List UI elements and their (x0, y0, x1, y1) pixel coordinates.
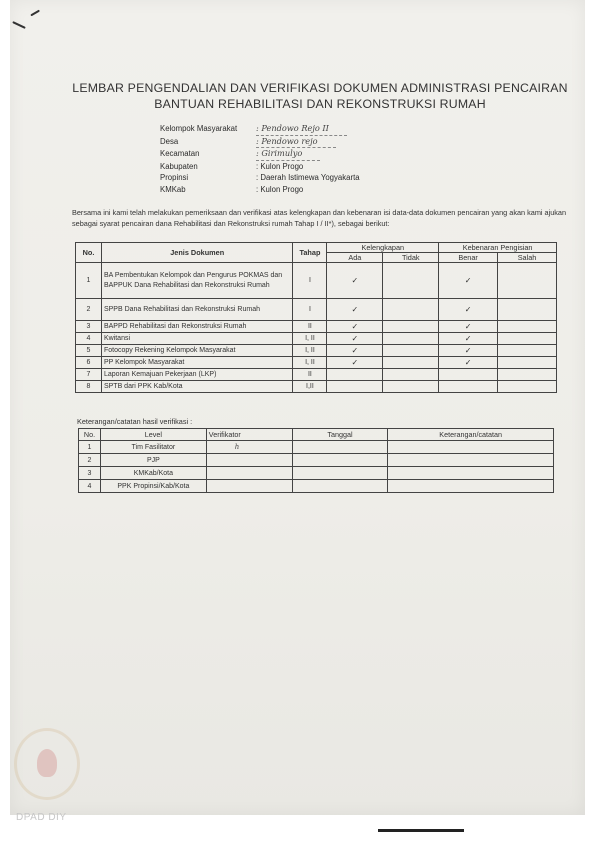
cell-level: KMKab/Kota (100, 467, 206, 480)
cell-doc: BA Pembentukan Kelompok dan Pengurus POKMAS dan BAPPUK Dana Rehabilitasi dan Rekonstruksi Rumah (101, 263, 293, 299)
table-row (76, 321, 557, 333)
bottom-line (378, 829, 464, 832)
cell-ada: ✓ (327, 357, 383, 369)
col-header-salah: Salah (498, 253, 557, 263)
info-row-desa (160, 136, 360, 149)
col-header-tahap: Tahap (293, 243, 327, 263)
table-row (76, 369, 557, 381)
verification-notes-label: Keterangan/catatan hasil verifikasi : (77, 417, 193, 426)
document-checklist-table (75, 242, 557, 393)
col-header-kelengkapan: Kelengkapan (327, 243, 439, 253)
info-row-kmkab (160, 184, 360, 196)
col-header-benar: Benar (439, 253, 498, 263)
table-row (79, 441, 554, 454)
cell-benar: ✓ (439, 333, 498, 345)
cell-doc: SPTB dari PPK Kab/Kota (101, 381, 293, 393)
table-row (79, 454, 554, 467)
cell-ada (327, 369, 383, 381)
cell-doc: SPPB Dana Rehabilitasi dan Rekonstruksi Rumah (101, 299, 293, 321)
title-line-2: BANTUAN REHABILITASI DAN REKONSTRUKSI RUMAH (154, 97, 486, 111)
table-row (76, 263, 557, 299)
cell-no: 1 (79, 441, 101, 454)
cell-benar: ✓ (439, 321, 498, 333)
cell-tanggal (292, 454, 388, 467)
cell-benar: ✓ (439, 345, 498, 357)
info-row-kabupaten (160, 161, 360, 173)
cell-ada: ✓ (327, 263, 383, 299)
cell-keterangan (388, 467, 554, 480)
cell-no: 4 (76, 333, 102, 345)
cell-verifikator (206, 480, 292, 493)
cell-tidak (383, 369, 439, 381)
cell-ada (327, 381, 383, 393)
info-label: Kabupaten (160, 161, 198, 171)
cell-no: 4 (79, 480, 101, 493)
table-row (76, 345, 557, 357)
cell-no: 8 (76, 381, 102, 393)
cell-benar: ✓ (439, 357, 498, 369)
cell-doc: BAPPD Rehabilitasi dan Rekonstruksi Rumah (101, 321, 293, 333)
table-row (76, 299, 557, 321)
info-block (160, 123, 360, 195)
table-row (79, 467, 554, 480)
table-row (79, 480, 554, 493)
cell-tahap: II (293, 369, 327, 381)
cell-tanggal (292, 467, 388, 480)
cell-doc: Laporan Kemajuan Pekerjaan (LKP) (101, 369, 293, 381)
table-row (76, 381, 557, 393)
col-header-tanggal: Tanggal (292, 429, 388, 441)
info-label: KMKab (160, 184, 186, 194)
cell-salah (498, 333, 557, 345)
seal-logo (14, 728, 80, 800)
cell-doc: Kwitansi (101, 333, 293, 345)
cell-salah (498, 357, 557, 369)
cell-tidak (383, 381, 439, 393)
cell-salah (498, 345, 557, 357)
col-header-no: No. (76, 243, 102, 263)
cell-benar: ✓ (439, 299, 498, 321)
info-row-propinsi (160, 172, 360, 184)
info-label: Kelompok Masyarakat (160, 124, 238, 133)
cell-ada: ✓ (327, 321, 383, 333)
intro-paragraph: Bersama ini kami telah melakukan pemeriksaan dan verifikasi atas kelengkapan dan kebenaran isi data-data dokumen pencairan yang akan kami ajukan sebagai syarat pencairan dana Rehabilitasi dan Rekonstruksi rumah Tahap I / II*), sebagai berikut: (72, 208, 567, 228)
col-header-kebenaran: Kebenaran Pengisian (439, 243, 557, 253)
cell-no: 2 (79, 454, 101, 467)
info-value: : Daerah Istimewa Yogyakarta (256, 173, 360, 182)
cell-benar (439, 369, 498, 381)
info-label: Kecamatan (160, 149, 200, 158)
cell-level: Tim Fasilitator (100, 441, 206, 454)
cell-salah (498, 369, 557, 381)
info-value: : Kulon Progo (256, 184, 304, 194)
cell-keterangan (388, 454, 554, 467)
cell-salah (498, 381, 557, 393)
col-header-jenis: Jenis Dokumen (101, 243, 293, 263)
watermark: DPAD DIY (16, 812, 67, 823)
signature: h (206, 441, 292, 454)
cell-tidak (383, 263, 439, 299)
info-value: : Kulon Progo (256, 161, 304, 171)
info-label: Desa (160, 136, 179, 146)
cell-no: 6 (76, 357, 102, 369)
cell-tahap: I (293, 299, 327, 321)
cell-tahap: II (293, 321, 327, 333)
cell-ada: ✓ (327, 299, 383, 321)
col-header-no: No. (79, 429, 101, 441)
verification-table (78, 428, 554, 493)
cell-ada: ✓ (327, 345, 383, 357)
cell-tahap: I, II (293, 345, 327, 357)
info-row-kecamatan (160, 148, 360, 161)
cell-verifikator (206, 454, 292, 467)
info-value: : Pendowo rejo (256, 136, 336, 149)
cell-tidak (383, 299, 439, 321)
info-label: Propinsi (160, 173, 189, 182)
cell-no: 2 (76, 299, 102, 321)
cell-doc: PP Kelompok Masyarakat (101, 357, 293, 369)
col-header-tidak: Tidak (383, 253, 439, 263)
cell-verifikator (206, 467, 292, 480)
cell-tidak (383, 321, 439, 333)
cell-tidak (383, 357, 439, 369)
cell-tidak (383, 333, 439, 345)
cell-keterangan (388, 441, 554, 454)
cell-salah (498, 263, 557, 299)
cell-no: 5 (76, 345, 102, 357)
cell-tidak (383, 345, 439, 357)
cell-salah (498, 321, 557, 333)
cell-tanggal (292, 441, 388, 454)
cell-benar: ✓ (439, 263, 498, 299)
info-value: : Girimulyo (256, 148, 320, 161)
cell-tahap: I (293, 263, 327, 299)
title-line-1: LEMBAR PENGENDALIAN DAN VERIFIKASI DOKUMEN ADMINISTRASI PENCAIRAN (72, 81, 568, 95)
cell-tahap: I, II (293, 333, 327, 345)
cell-ada: ✓ (327, 333, 383, 345)
cell-doc: Fotocopy Rekening Kelompok Masyarakat (101, 345, 293, 357)
info-row-kelompok (160, 123, 360, 136)
cell-level: PPK Propinsi/Kab/Kota (100, 480, 206, 493)
table-row (76, 333, 557, 345)
cell-tanggal (292, 480, 388, 493)
cell-keterangan (388, 480, 554, 493)
cell-no: 3 (79, 467, 101, 480)
table-row (76, 357, 557, 369)
document-title (60, 80, 580, 112)
cell-no: 1 (76, 263, 102, 299)
cell-tahap: I, II (293, 357, 327, 369)
cell-salah (498, 299, 557, 321)
col-header-keterangan: Keterangan/catatan (388, 429, 554, 441)
cell-no: 3 (76, 321, 102, 333)
cell-no: 7 (76, 369, 102, 381)
col-header-ada: Ada (327, 253, 383, 263)
cell-benar (439, 381, 498, 393)
col-header-verifikator: Verifikator (206, 429, 292, 441)
info-value: : Pendowo Rejo II (256, 123, 347, 136)
cell-tahap: I,II (293, 381, 327, 393)
cell-level: PJP (100, 454, 206, 467)
col-header-level: Level (100, 429, 206, 441)
